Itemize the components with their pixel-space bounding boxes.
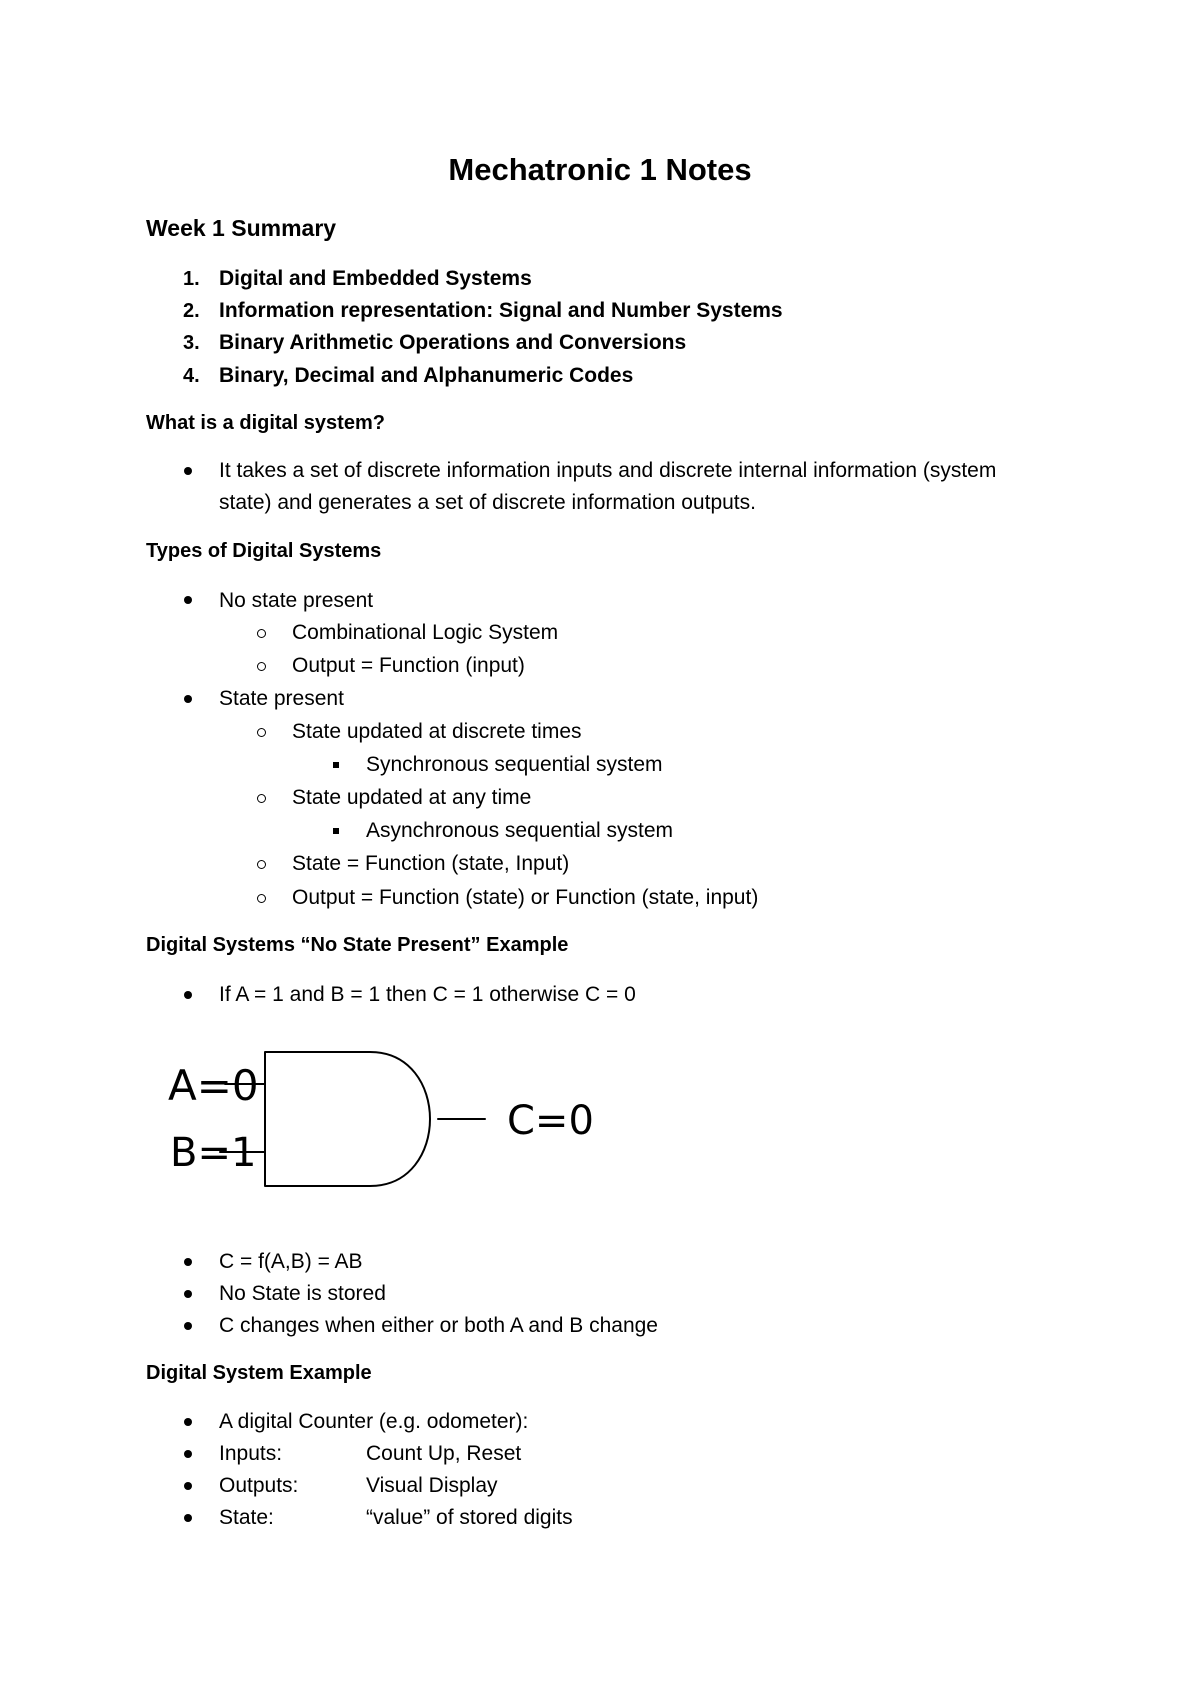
list-item-label: Outputs: [219,1474,299,1497]
list-item: Output = Function (state) or Function (state, input) [292,886,759,909]
list-item: Binary Arithmetic Operations and Conversions [219,331,687,354]
page-title: Mechatronic 1 Notes [448,152,752,187]
list-item: C = f(A,B) = AB [219,1250,363,1273]
list-item-value: Visual Display [366,1474,498,1497]
list-item: No State is stored [219,1282,386,1305]
circle-bullet-icon [257,860,266,869]
list-item: Synchronous sequential system [366,753,663,776]
list-item-value: Count Up, Reset [366,1442,522,1465]
circle-bullet-icon [257,662,266,671]
list-item: No state present [219,589,374,612]
list-item: State present [219,687,344,710]
list-item: Asynchronous sequential system [366,819,673,842]
list-item-value: “value” of stored digits [366,1506,573,1529]
bullet-icon [184,1258,192,1266]
list-item-label: State: [219,1506,274,1529]
list-item: State updated at any time [292,786,532,809]
and-gate-diagram [160,1040,630,1190]
circle-bullet-icon [257,794,266,803]
list-item: State updated at discrete times [292,720,582,743]
bullet-icon [184,1290,192,1298]
list-item: Combinational Logic System [292,621,559,644]
bullet-icon [184,1418,192,1426]
list-number: 4. [183,365,200,387]
input-b-label: B=1 [170,1130,257,1176]
list-item: Digital and Embedded Systems [219,267,532,290]
output-c-label: C=0 [507,1098,594,1144]
week-heading: Week 1 Summary [146,215,337,241]
list-number: 1. [183,268,200,290]
circle-bullet-icon [257,894,266,903]
circle-bullet-icon [257,728,266,737]
list-item: Information representation: Signal and Number Systems [219,299,783,322]
bullet-icon [184,991,192,999]
paragraph-line: It takes a set of discrete information inputs and discrete internal information (system [219,459,997,482]
bullet-icon [184,1450,192,1458]
bullet-icon [184,1482,192,1490]
paragraph-line: state) and generates a set of discrete information outputs. [219,491,756,514]
list-number: 3. [183,332,200,354]
list-number: 2. [183,300,200,322]
bullet-icon [184,596,192,604]
bullet-icon [184,467,192,475]
list-item: C changes when either or both A and B change [219,1314,658,1337]
list-item-label: Inputs: [219,1442,283,1465]
bullet-icon [184,1322,192,1330]
list-item: Binary, Decimal and Alphanumeric Codes [219,364,634,387]
question-heading: What is a digital system? [146,412,385,434]
input-a-label: A=0 [168,1061,259,1110]
list-item: Output = Function (input) [292,654,525,677]
bullet-icon [184,1514,192,1522]
circle-bullet-icon [257,629,266,638]
square-bullet-icon [333,828,339,834]
system-heading: Digital System Example [146,1362,372,1384]
square-bullet-icon [333,762,339,768]
types-heading: Types of Digital Systems [146,540,382,562]
list-item: State = Function (state, Input) [292,852,570,875]
list-item: A digital Counter (e.g. odometer): [219,1410,529,1433]
list-item: If A = 1 and B = 1 then C = 1 otherwise C = 0 [219,983,636,1006]
and-gate-icon [220,1052,485,1186]
bullet-icon [184,695,192,703]
example-heading: Digital Systems “No State Present” Example [146,934,569,956]
